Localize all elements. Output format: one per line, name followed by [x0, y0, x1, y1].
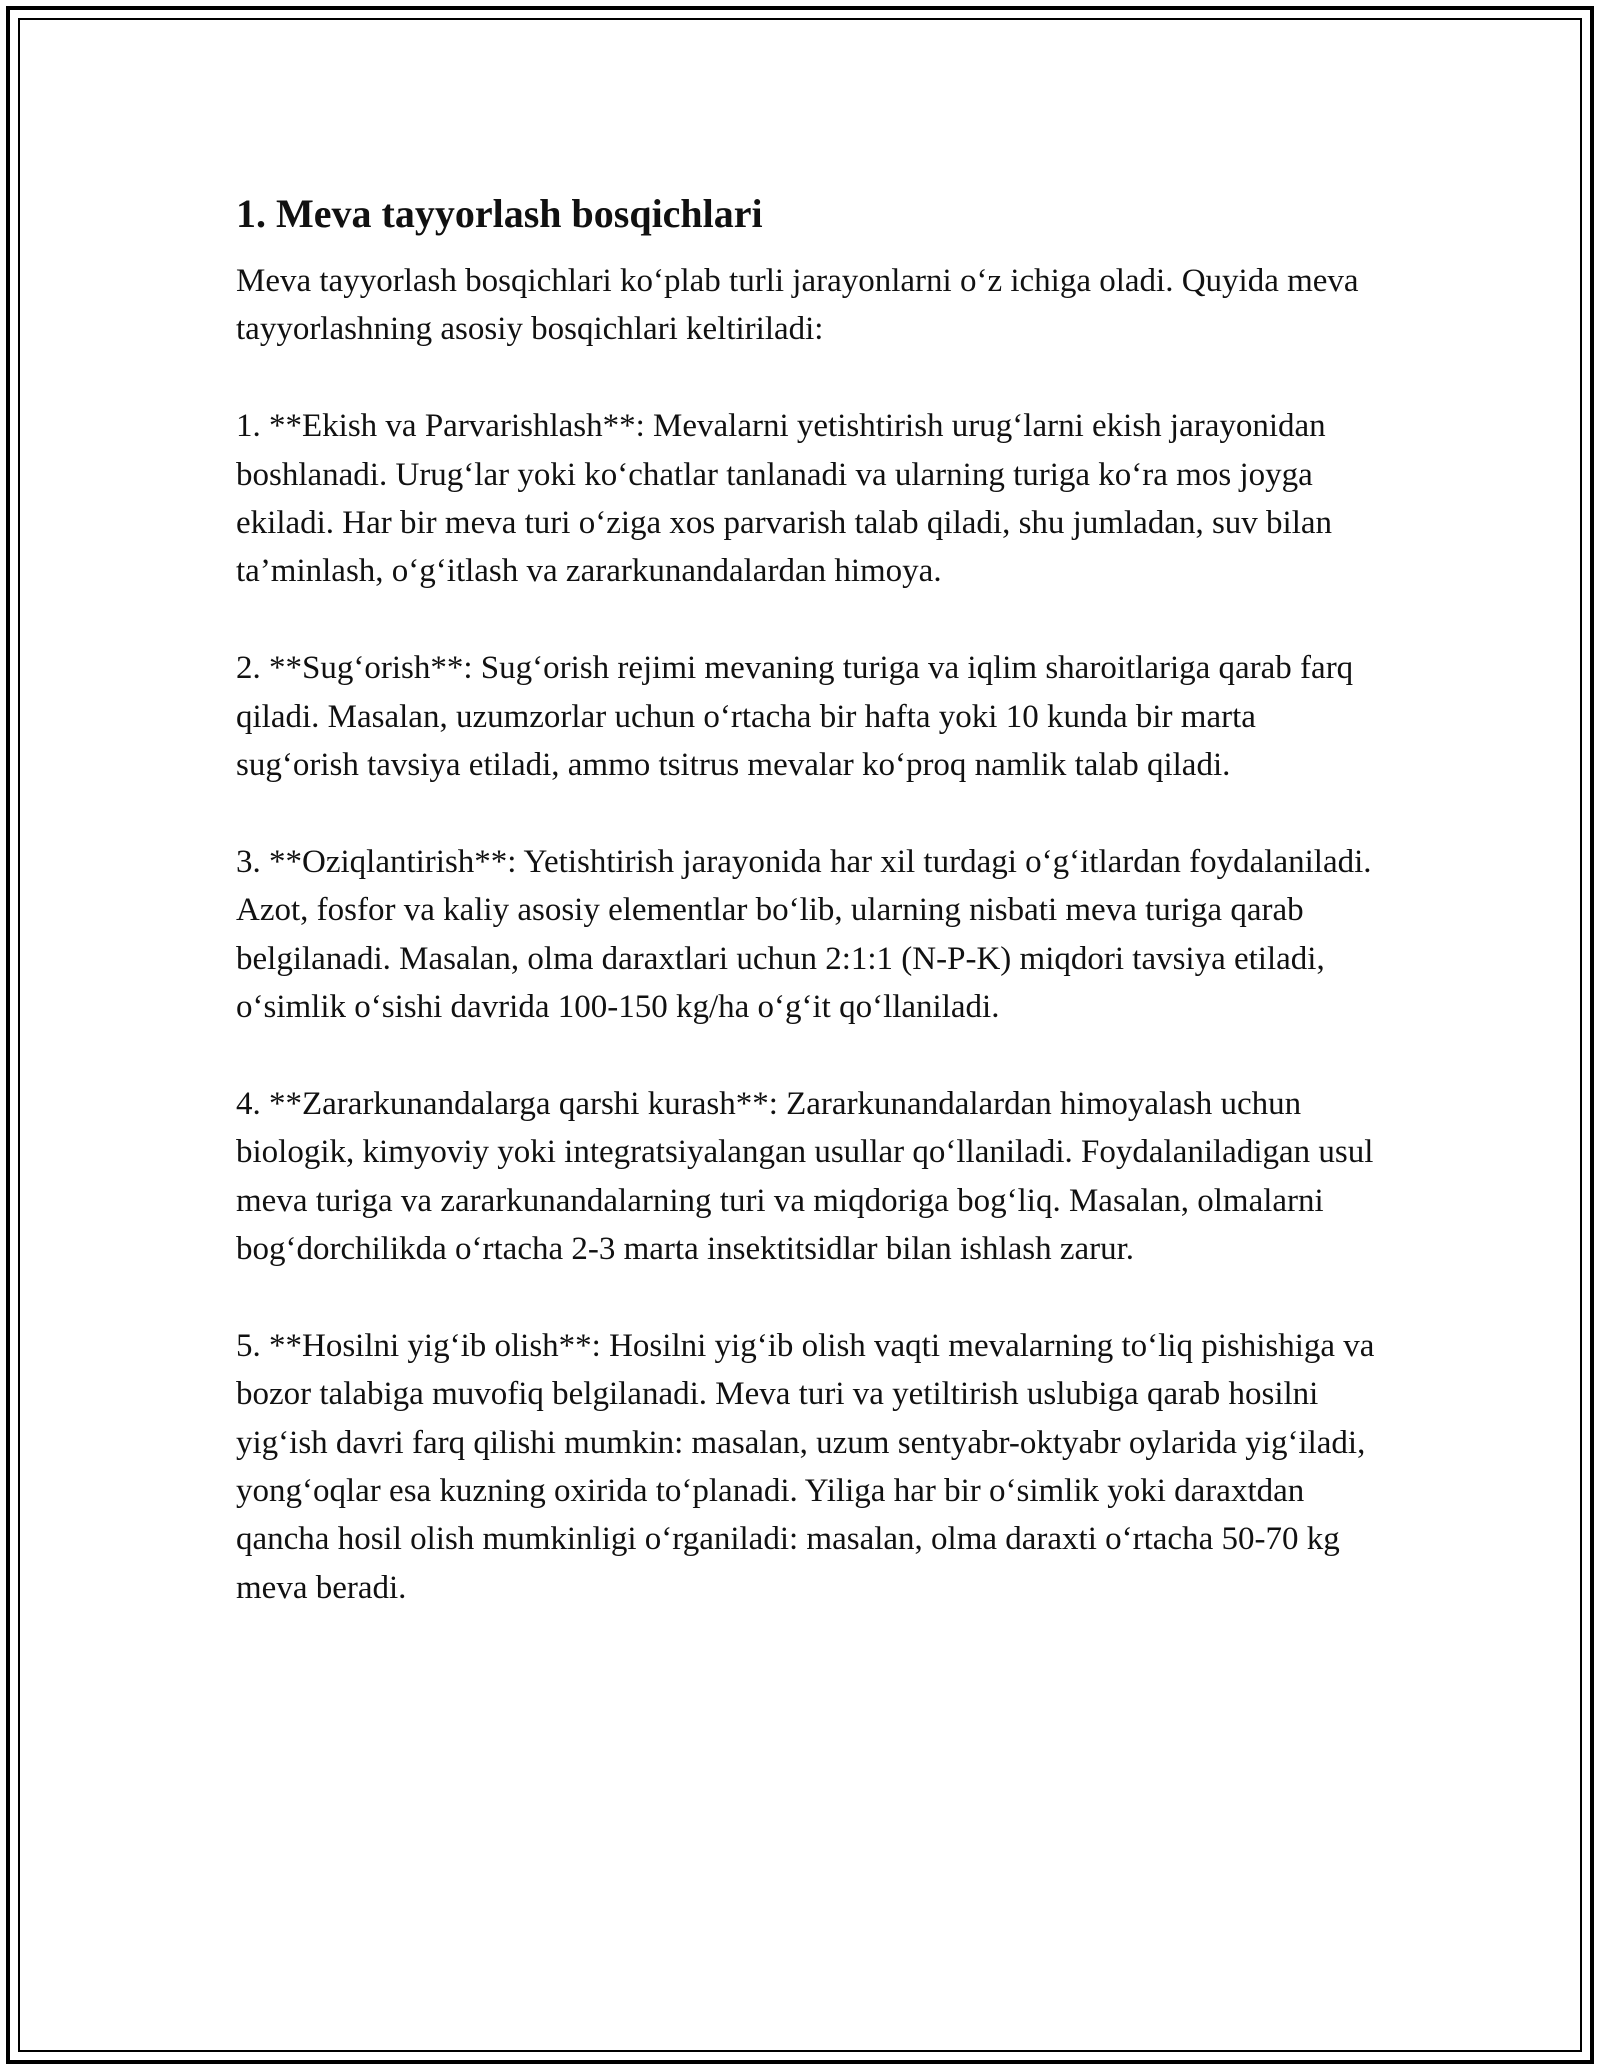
intro-paragraph: Meva tayyorlash bosqichlari ko‘plab turli jarayonlarni o‘z ichiga oladi. Quyida meva tayyorlashning asosiy bosqichlari keltiriladi: [236, 263, 1359, 348]
step-3-paragraph: 3. **Oziqlantirish**: Yetishtirish jarayonida har xil turdagi o‘g‘itlardan foydalaniladi. Azot, fosfor va kaliy asosiy elementlar bo‘lib, ularning nisbati meva turiga qarab belgilanadi. Masalan, olma daraxtlari uchun 2:1:1 (N-P-K) miqdori tavsiya etiladi, o‘simlik o‘sishi davrida 100-150 kg/ha o‘g‘it qo‘llaniladi. [236, 843, 1372, 1026]
step-4-paragraph: 4. **Zararkunandalarga qarshi kurash**: Zararkunandalardan himoyalash uchun biologik, kimyoviy yoki integratsiyalangan usullar qo‘llaniladi. Foydalaniladigan usul meva turiga va zararkunandalarning turi va miqdoriga bog‘liq. Masalan, olmalarni bog‘dorchilikda o‘rtacha 2-3 marta insektitsidlar bilan ishlash zarur. [236, 1085, 1374, 1268]
step-5-paragraph: 5. **Hosilni yig‘ib olish**: Hosilni yig‘ib olish vaqti mevalarning to‘liq pishishiga va bozor talabiga muvofiq belgilanadi. Meva turi va yetiltirish uslubiga qarab hosilni yig‘ish davri farq qilishi mumkin: masalan, uzum sentyabr-oktyabr oylarida yig‘iladi, yong‘oqlar esa kuzning oxirida to‘planadi. Yiliga har bir o‘simlik yoki daraxtdan qancha hosil olish mumkinligi o‘rganiladi: masalan, olma daraxti o‘rtacha 50-70 kg meva beradi. [236, 1327, 1375, 1606]
step-1-paragraph: 1. **Ekish va Parvarishlash**: Mevalarni yetishtirish urug‘larni ekish jarayonidan boshlanadi. Urug‘lar yoki ko‘chatlar tanlanadi va ularning turiga ko‘ra mos joyga ekiladi. Har bir meva turi o‘ziga xos parvarish talab qiladi, shu jumladan, suv bilan ta’minlash, o‘g‘itlash va zararkunandalardan himoya. [236, 408, 1333, 590]
section-heading: 1. Meva tayyorlash bosqichlari [236, 191, 763, 236]
document-body [236, 185, 1376, 1661]
step-2-paragraph: 2. **Sug‘orish**: Sug‘orish rejimi mevaning turiga va iqlim sharoitlariga qarab farq qiladi. Masalan, uzumzorlar uchun o‘rtacha bir hafta yoki 10 kunda bir marta sug‘orish tavsiya etiladi, ammo tsitrus mevalar ko‘proq namlik talab qiladi. [236, 650, 1354, 784]
